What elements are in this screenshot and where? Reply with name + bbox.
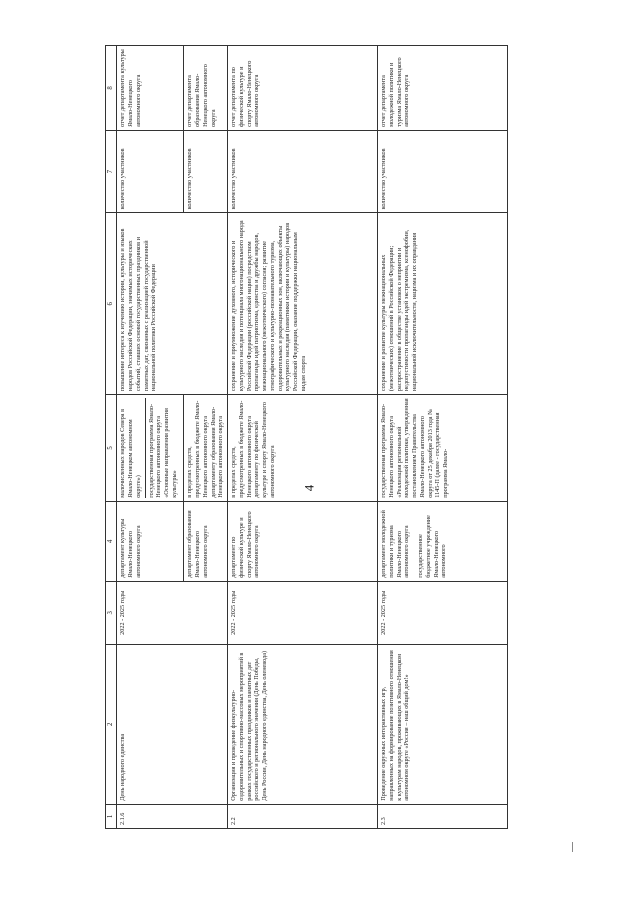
header-row	[106, 46, 117, 829]
executors	[117, 501, 228, 581]
plan-table	[105, 45, 508, 829]
report: отчет департамента культуры Ямало-Ненецкого автономного округа	[119, 49, 142, 127]
col-header-8: 8	[106, 46, 117, 131]
executor: департамент молодежной политики и туризма Ямало-Ненецкого автономного округа	[380, 510, 411, 578]
report: отчет департамента по физической культуре и спорту Ямало-Ненецкого автономного округа	[228, 46, 378, 131]
executors	[378, 501, 508, 581]
indicators	[117, 130, 228, 212]
period: 2022 - 2025 годы	[117, 581, 228, 644]
indicator: количество участников	[119, 148, 127, 210]
event-name: Проведение окружных интерактивных игр, направленных на формирование позитивного отношения к культурам народов, проживающих в Ямало-Ненецком автономном округе «Россия – наш общий дом!»	[378, 644, 508, 804]
funding-source: в пределах средств, предусмотренных в бюджете Ямало-Ненецкого автономного округа департаменту по физической культуре и спорту Ямало-Ненецкого автономного округа	[228, 395, 378, 502]
report: отчет департамента образования Ямало-Ненецкого автономного округа	[183, 46, 219, 130]
executor: департамент культуры Ямало-Ненецкого автономного округа	[119, 518, 142, 578]
reports	[117, 46, 228, 131]
funding-source: малочисленных народов Севера в Ямало-Ненецком автономном округе») государственная программа Ямало-Ненецкого автономного округа «Основные направления развития культуры»	[117, 395, 183, 501]
funding-source: в пределах средств, предусмотренных в бюджете Ямало-Ненецкого автономного округа департаменту образования Ямало-Ненецкого автономного округа	[183, 395, 227, 501]
report: отчет департамента молодежной политики и туризма Ямало-Ненецкого автономного округа	[378, 46, 508, 131]
executor: государственное бюджетное учреждение Ямало-Ненецкого автономного	[417, 515, 448, 578]
row-number: 2.2	[228, 804, 378, 828]
expected-result: сохранение и развитие культуры межнациональных (межэтнических) отношений в Российской Федерации; распространение в обществе установок о неприятии и недопустимости пропаганды идей экстремизма, ксенофобии, национальной исключительности, нацизма и их оправдания	[378, 213, 508, 395]
page-number: 4	[301, 484, 317, 492]
col-header-4: 4	[106, 501, 117, 581]
col-header-6: 6	[106, 213, 117, 395]
row-number: 2.3	[378, 804, 508, 828]
col-header-7: 7	[106, 130, 117, 212]
col-header-2: 2	[106, 644, 117, 804]
indicator: количество участников	[183, 131, 196, 212]
table-row	[378, 46, 508, 829]
row-number: 2.1.6	[117, 804, 228, 828]
funding-source: государственная программа Ямало-Ненецкого автономного округа «Реализация региональной молодежной политики, утвержденная постановлением Правительства Ямало-Ненецкого автономного округа от 25 декабря 2013 года № 1145-П (далее - государственная программа Ямало-	[378, 395, 508, 502]
executor: департамент образования Ямало-Ненецкого автономного округа	[183, 502, 211, 581]
col-header-1: 1	[106, 804, 117, 828]
table-row	[228, 46, 378, 829]
expected-result: повышение интереса к изучению истории, культуры и языков народов Российской Федерации, значимых исторических событий, ставших основой государственных праздников и памятных дат, связанных с реализацией государственной национальной политики Российской Федерации	[117, 213, 228, 395]
funding-continuation: малочисленных народов Севера в Ямало-Ненецком автономном округе»)	[119, 398, 145, 498]
col-header-3: 3	[106, 581, 117, 644]
indicator: количество участников	[378, 130, 508, 212]
indicator: количество участников	[228, 130, 378, 212]
executor: департамент по физической культуре и спорту Ямало-Ненецкого автономного округа	[228, 501, 378, 581]
period: 2022 - 2025 годы	[228, 581, 378, 644]
period: 2022 - 2025 годы	[378, 581, 508, 644]
event-name: Организация и проведение физкультурно-оздоровительных и спортивно-массовых мероприятий в рамках государственных праздников и памятных дат российского и регионального значения (День Победы, День России, День народного единства, День оленевода)	[228, 644, 378, 804]
rotated-table-sheet	[105, 45, 515, 829]
expected-result: сохранение и приумножение духовного, исторического и культурного наследия и потенциала многонационального народа Российской Федерации (российской нации) посредством пропаганды идей патриотизма, единства и дружбы народов, межнационального (межэтнического) согласия; развитие этнографического и культурно-познавательного туризма, оздоровительных и рекреационных зон, включающих объекты культурного наследия (памятники истории и культуры) народов Российской Федерации, оказание поддержки национальным видам спорта	[228, 213, 378, 395]
col-header-5: 5	[106, 395, 117, 502]
funding	[117, 395, 228, 502]
table-row	[117, 46, 228, 829]
scan-mark	[572, 842, 573, 852]
event-name: День народного единства	[117, 644, 228, 804]
